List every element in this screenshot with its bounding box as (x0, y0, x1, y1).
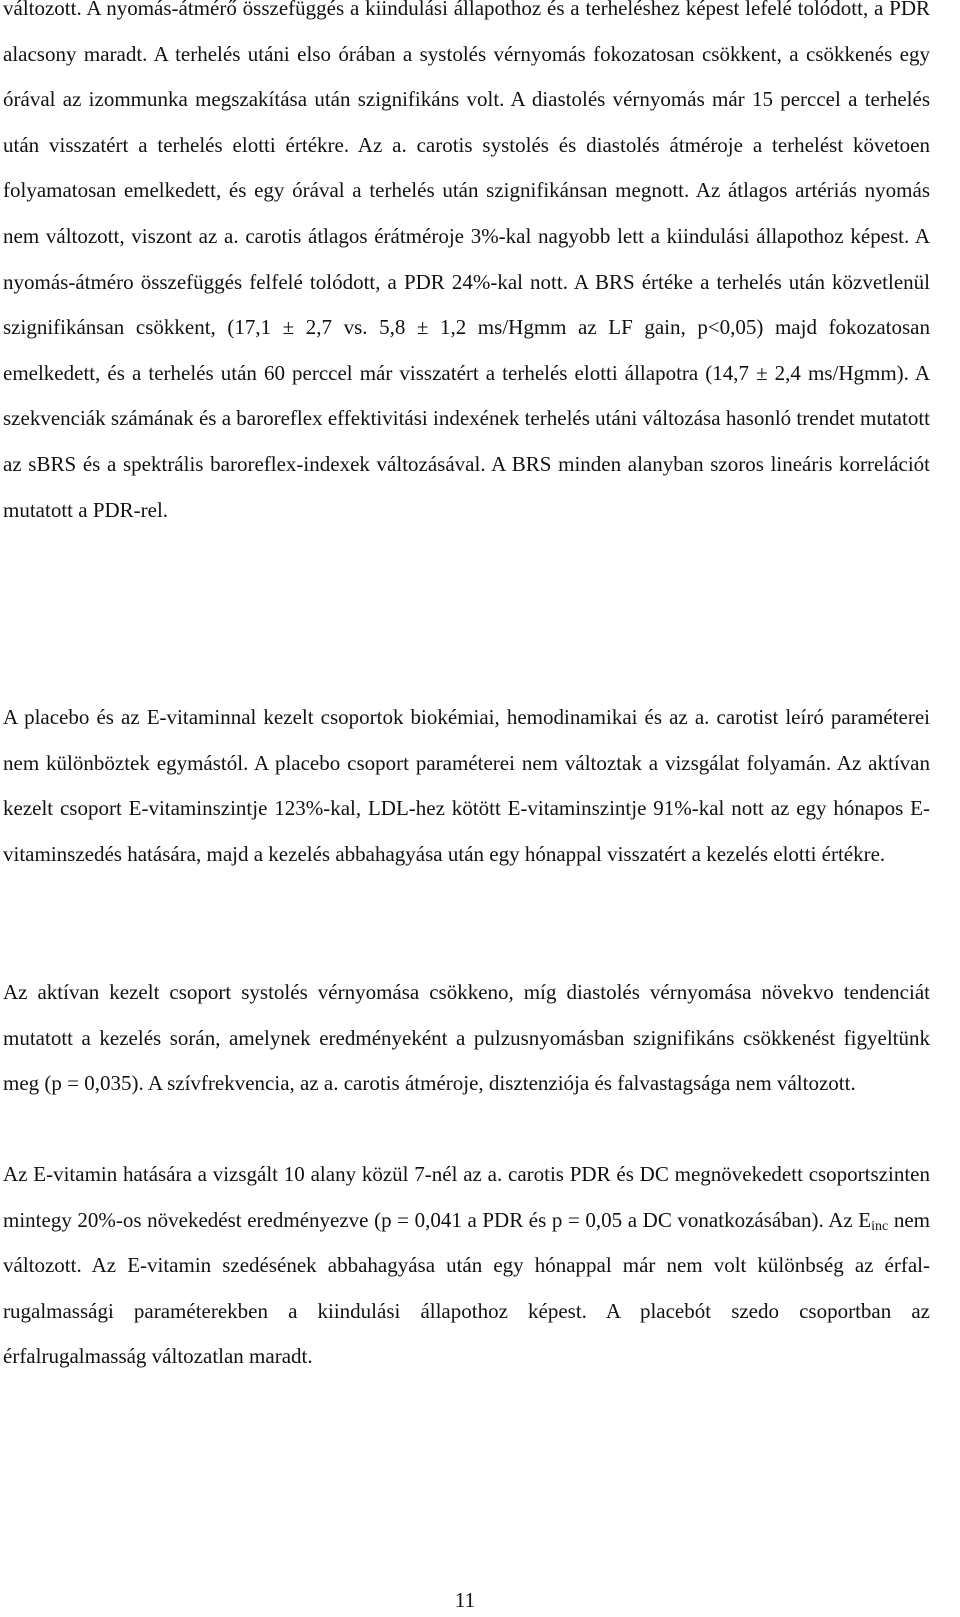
page-number: 11 (454, 1588, 476, 1612)
paragraph-vitamin-e-groups (3, 695, 930, 877)
paragraph-blood-pressure (3, 970, 930, 1107)
paragraph-results-exercise (3, 0, 930, 533)
paragraph-text-before-subscript: Az E-vitamin hatására a vizsgált 10 alany közül 7-nél az a. carotis PDR és DC megnövekedett csoportszinten mintegy 20%-os növekedést eredményezve (p = 0,041 a PDR és p = 0,05 a DC vonatkozásában). Az E (3, 1162, 930, 1232)
paragraph-text: Az aktívan kezelt csoport systolés vérnyomása csökkeno, míg diastolés vérnyomása növekvo tendenciát mutatott a kezelés során, amelynek eredményeként a pulzusnyomásban szignifikáns csökkenést figyeltünk meg (p = 0,035). A szívfrekvencia, az a. carotis átméroje, disztenziója és falvastagsága nem változott. (3, 980, 930, 1096)
paragraph-carotis-pdr (3, 1152, 930, 1380)
paragraph-text: változott. A nyomás-átmérő összefüggés a kiindulási állapothoz és a terheléshez képest lefelé tolódott, a PDR alacsony maradt. A terhelés utáni elso órában a systolés vérnyomás fokozatosan csökkent, a csökkenés egy órával az izommunka megszakítása után szignifikáns volt. A diastolés vérnyomás már 15 perccel a terhelés után visszatért a terhelés elotti értékre. Az a. carotis systolés és diastolés átméroje a terhelést követoen folyamatosan emelkedett, és egy órával a terhelés után szignifikánsan megnott. Az átlagos artériás nyomás nem változott, viszont az a. carotis átlagos érátméroje 3%-kal nagyobb lett a kiindulási állapothoz képest. A nyomás-átméro összefüggés felfelé tolódott, a PDR 24%-kal nott. A BRS értéke a terhelés után közvetlenül szignifikánsan csökkent, (17,1 ± 2,7 vs. 5,8 ± 1,2 ms/Hgmm az LF gain, p<0,05) majd fokozatosan emelkedett, és a terhelés után 60 perccel már visszatért a terhelés elotti állapotra (14,7 ± 2,4 ms/Hgmm). A szekvenciák számának és a baroreflex effektivitási indexének terhelés utáni változása hasonló trendet mutatott az sBRS és a spektrális baroreflex-indexek változásával. A BRS minden alanyban szoros lineáris korrelációt mutatott a PDR-rel. (3, 0, 930, 522)
subscript-inc: inc (871, 1218, 889, 1234)
paragraph-text: A placebo és az E-vitaminnal kezelt csoportok biokémiai, hemodinamikai és az a. carotist leíró paraméterei nem különböztek egymástól. A placebo csoport paraméterei nem változtak a vizsgálat folyamán. Az aktívan kezelt csoport E-vitaminszintje 123%-kal, LDL-hez kötött E-vitaminszintje 91%-kal nott az egy hónapos E-vitaminszedés hatására, majd a kezelés abbahagyása után egy hónappal visszatért a kezelés elotti értékre. (3, 705, 930, 866)
paragraph-text-after-subscript: nem változott. Az E-vitamin szedésének abbahagyása után egy hónappal már nem volt különbség az érfal-rugalmassági paraméterekben a kiindulási állapothoz képest. A placebót szedo csoportban az érfalrugalmasság változatlan maradt. (3, 1207, 930, 1369)
